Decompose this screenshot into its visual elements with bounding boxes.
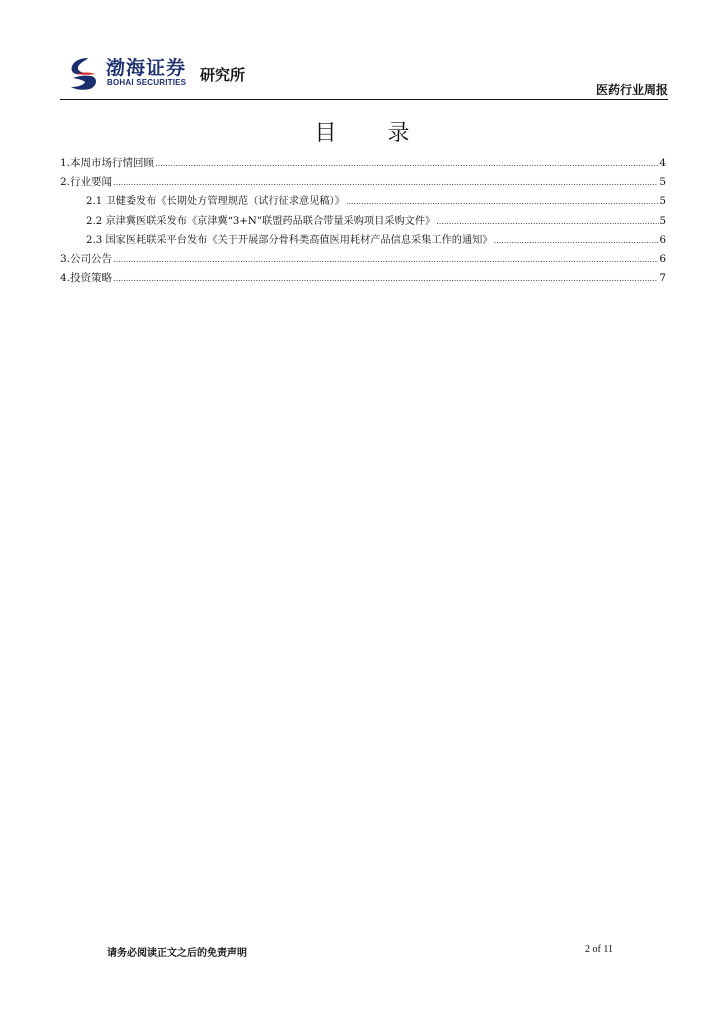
toc-leader-dots bbox=[346, 192, 659, 211]
table-of-contents bbox=[60, 154, 666, 288]
toc-entry-label: 2.2 京津冀医联采发布《京津冀“3+N”联盟药品联合带量采购项目采购文件》 bbox=[86, 215, 436, 227]
toc-entry-label: 3.公司公告 bbox=[60, 252, 113, 265]
toc-entry-label: 2.3 国家医耗联采平台发布《关于开展部分骨科类高值医用耗材产品信息采集工作的通知》 bbox=[86, 234, 493, 246]
toc-entry[interactable] bbox=[60, 173, 666, 192]
toc-entry-label: 2.行业要闻 bbox=[60, 176, 113, 189]
toc-entry-page: 6 bbox=[659, 234, 666, 246]
toc-leader-dots bbox=[155, 154, 658, 173]
toc-entry-page: 5 bbox=[659, 196, 666, 208]
page-header bbox=[60, 48, 668, 100]
brand-name-cn: 渤海证券 bbox=[106, 57, 187, 79]
disclaimer-note: 请务必阅读正文之后的免责声明 bbox=[107, 948, 247, 959]
toc-subentry[interactable] bbox=[60, 192, 666, 211]
toc-entry[interactable] bbox=[60, 269, 666, 288]
toc-entry-page: 6 bbox=[659, 252, 666, 265]
report-type-label: 医药行业周报 bbox=[595, 83, 668, 97]
toc-entry-page: 5 bbox=[659, 215, 666, 227]
toc-entry-page: 7 bbox=[659, 272, 666, 285]
toc-leader-dots bbox=[113, 269, 658, 288]
toc-leader-dots bbox=[494, 231, 659, 250]
toc-leader-dots bbox=[113, 173, 658, 192]
bohai-logo-icon bbox=[66, 56, 102, 92]
toc-leader-dots bbox=[113, 250, 658, 269]
toc-title: 目 录 bbox=[314, 121, 432, 146]
toc-subentry[interactable] bbox=[60, 212, 666, 231]
toc-entry[interactable] bbox=[60, 154, 666, 173]
toc-entry-page: 5 bbox=[659, 176, 666, 189]
toc-entry-label: 4.投资策略 bbox=[60, 272, 113, 285]
toc-subentry[interactable] bbox=[60, 231, 666, 250]
department-label: 研究所 bbox=[200, 66, 246, 84]
page-indicator: 2 of 11 bbox=[585, 944, 613, 955]
toc-entry-label: 1.本周市场行情回顾 bbox=[60, 157, 155, 169]
toc-entry-page: 4 bbox=[659, 157, 666, 169]
toc-entry-label: 2.1 卫健委发布《长期处方管理规范（试行征求意见稿）》 bbox=[86, 196, 345, 208]
brand-name-en: BOHAI SECURITIES bbox=[107, 78, 187, 87]
toc-leader-dots bbox=[436, 212, 658, 231]
toc-entry[interactable] bbox=[60, 250, 666, 269]
header-rule bbox=[60, 99, 668, 100]
